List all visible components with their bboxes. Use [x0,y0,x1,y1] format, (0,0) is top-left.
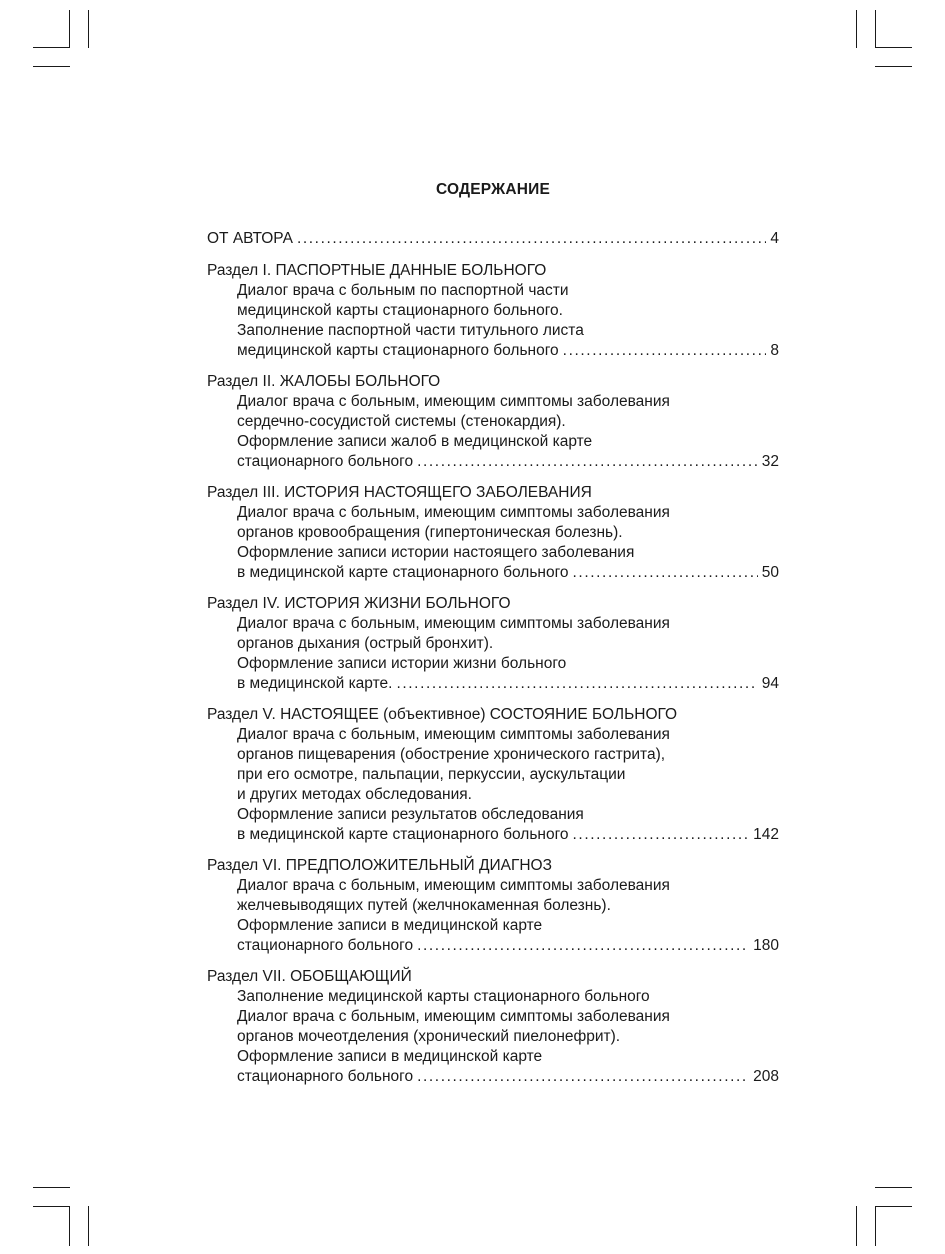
toc-subline: Оформление записи истории настоящего заболевания [237,544,635,561]
toc-subline: Заполнение медицинской карты стационарного больного [237,988,650,1005]
toc-entry-section-6 [207,856,779,956]
toc-subline: Диалог врача с больным, имеющим симптомы заболевания [237,726,670,743]
crop-mark [69,10,70,48]
toc-entry-section-7 [207,967,779,1087]
dot-leader [396,674,757,694]
crop-mark [875,1187,912,1188]
toc-subline: сердечно-сосудистой системы (стенокардия). [237,413,566,430]
toc-subline: при его осмотре, пальпации, перкуссии, аускультации [237,766,626,783]
crop-mark [33,47,70,48]
toc-heading: Раздел IV. ИСТОРИЯ ЖИЗНИ БОЛЬНОГО [207,595,511,612]
dot-leader [417,452,758,472]
toc-heading: Раздел VI. ПРЕДПОЛОЖИТЕЛЬНЫЙ ДИАГНОЗ [207,857,552,874]
page-number: 208 [753,1068,779,1085]
toc-subline: органов пищеварения (обострение хронического гастрита), [237,746,666,763]
toc-entry-section-2 [207,372,779,472]
toc-subline: стационарного больного [237,453,414,470]
toc-subline: стационарного больного [237,937,414,954]
toc-subline: органов мочеотделения (хронический пиелонефрит). [237,1028,621,1045]
page-number: 8 [770,342,779,359]
toc-subline: и других методах обследования. [237,786,472,803]
toc-entry-section-5 [207,705,779,845]
crop-mark [88,10,89,48]
toc-subline: органов кровообращения (гипертоническая болезнь). [237,524,623,541]
crop-mark [875,47,912,48]
toc-subline: в медицинской карте. [237,675,393,692]
toc-entry-section-3 [207,483,779,583]
toc-subline: Диалог врача с больным, имеющим симптомы заболевания [237,615,670,632]
crop-mark [875,1206,876,1246]
toc-leader-line[interactable] [207,1067,779,1087]
toc-subline: Диалог врача с больным, имеющим симптомы заболевания [237,877,670,894]
toc-heading: Раздел I. ПАСПОРТНЫЕ ДАННЫЕ БОЛЬНОГО [207,262,547,279]
toc-subline: Оформление записи результатов обследования [237,806,584,823]
toc-leader-line[interactable] [207,674,779,694]
crop-mark [856,10,857,48]
dot-leader [573,825,750,845]
crop-mark [856,1206,857,1246]
table-of-contents [207,229,779,1098]
toc-heading: Раздел III. ИСТОРИЯ НАСТОЯЩЕГО ЗАБОЛЕВАНИЯ [207,484,592,501]
toc-subline: желчевыводящих путей (желчнокаменная болезнь). [237,897,611,914]
toc-subline: в медицинской карте стационарного больного [237,826,569,843]
page-number: 94 [761,675,779,692]
page-number: 4 [770,230,779,247]
dot-leader [417,1067,749,1087]
dot-leader [297,229,766,249]
dot-leader [563,341,767,361]
toc-leader-line[interactable] [207,825,779,845]
toc-entry-author [207,229,779,249]
toc-heading: Раздел V. НАСТОЯЩЕЕ (объективное) СОСТОЯНИЕ БОЛЬНОГО [207,706,678,723]
page-number: 50 [761,564,779,581]
toc-leader-line[interactable] [207,936,779,956]
page-title: СОДЕРЖАНИЕ [435,181,551,198]
toc-subline: Диалог врача с больным, имеющим симптомы заболевания [237,504,670,521]
toc-heading: ОТ АВТОРА [207,230,293,247]
toc-leader-line[interactable] [207,452,779,472]
toc-subline: в медицинской карте стационарного больного [237,564,569,581]
crop-mark [88,1206,89,1246]
toc-subline: стационарного больного [237,1068,414,1085]
toc-entry-section-4 [207,594,779,694]
toc-subline: Диалог врача с больным, имеющим симптомы заболевания [237,1008,670,1025]
dot-leader [573,563,758,583]
page-number: 180 [753,937,779,954]
toc-heading: Раздел II. ЖАЛОБЫ БОЛЬНОГО [207,373,441,390]
toc-subline: органов дыхания (острый бронхит). [237,635,494,652]
toc-leader-line[interactable] [207,341,779,361]
crop-mark [33,66,70,67]
toc-subline: медицинской карты стационарного больного. [237,302,563,319]
toc-subline: Диалог врача с больным, имеющим симптомы заболевания [237,393,670,410]
crop-mark [875,1206,912,1207]
toc-subline: Оформление записи в медицинской карте [237,1048,543,1065]
toc-subline: Оформление записи в медицинской карте [237,917,543,934]
crop-mark [33,1187,70,1188]
page-number: 142 [753,826,779,843]
toc-leader-line[interactable] [207,229,779,249]
page-number: 32 [761,453,779,470]
toc-subline: Диалог врача с больным по паспортной части [237,282,569,299]
toc-subline: медицинской карты стационарного больного [237,342,559,359]
toc-subline: Оформление записи жалоб в медицинской карте [237,433,593,450]
crop-mark [875,10,876,48]
toc-leader-line[interactable] [207,563,779,583]
crop-mark [875,66,912,67]
toc-entry-section-1 [207,261,779,361]
toc-subline: Оформление записи истории жизни больного [237,655,567,672]
toc-subline: Заполнение паспортной части титульного листа [237,322,584,339]
crop-mark [33,1206,70,1207]
dot-leader [417,936,749,956]
crop-mark [69,1206,70,1246]
toc-heading: Раздел VII. ОБОБЩАЮЩИЙ [207,968,412,985]
